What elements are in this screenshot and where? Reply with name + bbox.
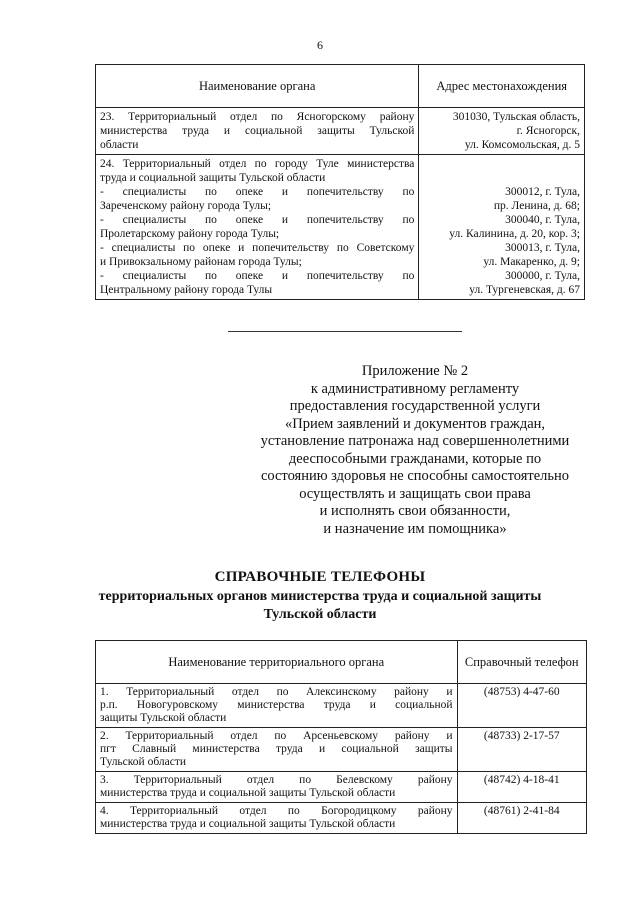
table-row [96, 108, 585, 155]
appendix-line: осуществлять и защищать свои права [299, 485, 531, 502]
text-line: 24. Территориальный отдел по городу Туле министерства [100, 158, 415, 170]
text-line: Тульской области [100, 756, 187, 768]
address-cell [419, 108, 585, 155]
address-line: 300040, г. Тула, [505, 214, 580, 226]
appendix-line: и исполнять свои обязанности, [319, 503, 511, 519]
table-row [96, 772, 587, 803]
address-line: 300012, г. Тула, [505, 186, 580, 198]
offices-address-table [95, 64, 585, 300]
text-line: Центральному району города Тулы [100, 284, 273, 296]
text-line: Пролетарскому району города Тулы; [100, 228, 280, 240]
text-line: 23. Территориальный отдел по Ясногорскому району [100, 111, 415, 123]
appendix-line: состоянию здоровья не способны самостоятельно [260, 468, 570, 484]
address-line: ул. Комсомольская, д. 5 [464, 139, 580, 151]
phone-cell: (48742) 4-18-41 [457, 772, 586, 803]
appendix-line: установление патронажа над совершеннолетними [260, 433, 570, 449]
address-line: пр. Ленина, д. 68; [493, 200, 580, 212]
address-line: г. Ясногорск, [516, 125, 580, 137]
appendix-line: и назначение им помощника» [323, 520, 507, 537]
phone-cell: (48753) 4-47-60 [457, 684, 586, 728]
header-phone: Справочный телефон [457, 641, 586, 684]
page-number: 6 [317, 38, 323, 52]
header-address: Адрес местонахождения [419, 65, 585, 108]
spacer [423, 157, 580, 171]
text-line: области [100, 139, 139, 151]
address-cell [419, 155, 585, 300]
address-line: 300000, г. Тула, [505, 270, 580, 282]
organ-name-cell [96, 728, 458, 772]
text-line: пгт Славный министерства труда и социальной защиты [100, 743, 453, 755]
text-line: защиты Тульской области [100, 712, 227, 724]
appendix-line: «Прием заявлений и документов граждан, [284, 415, 546, 432]
header-organ-name: Наименование органа [96, 65, 419, 108]
table-row [96, 728, 587, 772]
table-header-row [96, 641, 587, 684]
header-organ-name: Наименование территориального органа [96, 641, 458, 684]
appendix-line: к административному регламенту [310, 380, 520, 397]
text-line: р.п. Новогуровскому министерства труда и социальной [100, 699, 453, 711]
organ-name-cell [96, 772, 458, 803]
address-line: 300013, г. Тула, [505, 242, 580, 254]
address-line: ул. Калинина, д. 20, кор. 3; [449, 228, 580, 240]
text-line: министерства труда и социальной защиты Тульской области [100, 818, 396, 830]
appendix-heading [200, 363, 630, 538]
text-line: - специалисты по опеке и попечительству по Советскому [100, 242, 415, 254]
phone-cell: (48761) 2-41-84 [457, 803, 586, 834]
table-row [96, 684, 587, 728]
organ-name-cell [96, 155, 419, 300]
phone-cell: (48733) 2-17-57 [457, 728, 586, 772]
text-line: - специалисты по опеке и попечительству по [100, 214, 415, 226]
text-line: Зареченскому району города Тулы; [100, 200, 272, 212]
divider [228, 331, 462, 332]
organ-name-cell [96, 108, 419, 155]
phones-table [95, 640, 587, 834]
appendix-line: дееспособными гражданами, которые по [288, 450, 542, 467]
appendix-line: предоставления государственной услуги [289, 398, 541, 414]
address-line: ул. Макаренко, д. 9; [483, 256, 580, 268]
organ-name-cell [96, 684, 458, 728]
address-line: 301030, Тульская область, [452, 111, 580, 123]
appendix-line: Приложение № 2 [361, 363, 469, 379]
text-line: - специалисты по опеке и попечительству по [100, 186, 415, 198]
table-row [96, 803, 587, 834]
text-line: 1. Территориальный отдел по Алексинскому району и [100, 686, 453, 698]
text-line: труда и социальной защиты Тульской области [100, 172, 326, 184]
table-row [96, 155, 585, 300]
table-header-row [96, 65, 585, 108]
section-subtitle: территориальных органов министерства труда и социальной защиты [98, 589, 542, 604]
section-title: СПРАВОЧНЫЕ ТЕЛЕФОНЫ [214, 569, 426, 585]
section-subtitle-line2: Тульской области [263, 607, 377, 622]
text-line: и Привокзальному районам города Тулы; [100, 256, 302, 268]
organ-name-cell [96, 803, 458, 834]
address-line: ул. Тургеневская, д. 67 [469, 284, 580, 296]
text-line: 4. Территориальный отдел по Богородицкому району [100, 805, 453, 817]
text-line: - специалисты по опеке и попечительству по [100, 270, 415, 282]
text-line: 3. Территориальный отдел по Белевскому району [100, 774, 453, 786]
text-line: министерства труда и социальной защиты Тульской [100, 125, 415, 137]
text-line: министерства труда и социальной защиты Тульской области [100, 787, 396, 799]
text-line: 2. Территориальный отдел по Арсеньевскому району и [100, 730, 453, 742]
spacer [423, 171, 580, 185]
